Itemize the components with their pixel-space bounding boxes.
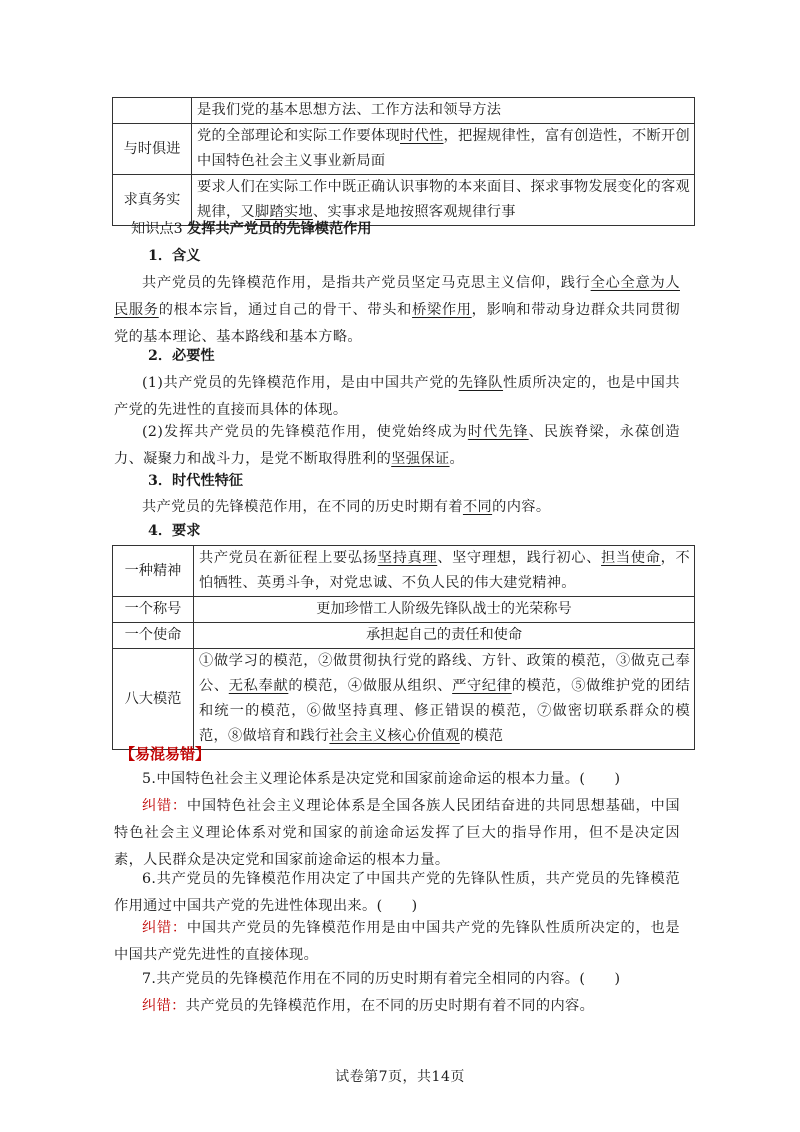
section-title: 知识点3 发挥共产党员的先锋模范作用 bbox=[131, 221, 372, 237]
table-cell: 要求人们在实际工作中既正确认识事物的本来面目、探求事物发展变化的客观规律，又脚踏实地、实事求是地按照客观规律行事 bbox=[192, 175, 695, 226]
correction-7: 纠错：共产党员的先锋模范作用，在不同的历史时期有着不同的内容。 bbox=[142, 998, 595, 1014]
correction-label: 纠错： bbox=[142, 998, 186, 1014]
question-6: 6.共产党员的先锋模范作用决定了中国共产党的先锋队性质，共产党员的先锋模范作用通过中国共产党的先进性体现出来。( ) bbox=[114, 871, 680, 914]
table-row bbox=[113, 124, 695, 175]
row-label: 求真务实 bbox=[113, 175, 192, 226]
correction-6: 纠错：中国共产党员的先锋模范作用是由中国共产党的先锋队性质所决定的，也是中国共产党先进性的直接体现。 bbox=[114, 920, 681, 963]
paragraph-necessity-2: (2)发挥共产党员的先锋模范作用，使党始终成为时代先锋、民族脊梁，永葆创造力、凝聚力和战斗力，是党不断取得胜利的坚强保证。 bbox=[114, 424, 680, 467]
paragraph-era-feature: 共产党员的先锋模范作用，在不同的历史时期有着不同的内容。 bbox=[142, 499, 551, 515]
paragraph-necessity-1: (1)共产党员的先锋模范作用，是由中国共产党的先锋队性质所决定的，也是中国共产党的先进性的直接而具体的体现。 bbox=[114, 375, 680, 418]
table-cell: ①做学习的模范，②做贯彻执行党的路线、方针、政策的模范，③做克己奉公、无私奉献的模范，④做服从组织、严守纪律的模范，⑤做维护党的团结和统一的模范，⑥做坚持真理、修正错误的模范，⑦做密切联系群众的模范，⑧做培育和践行社会主义核心价值观的模范 bbox=[194, 649, 695, 750]
table-row bbox=[113, 649, 695, 750]
heading-meaning: 1．含义 bbox=[148, 248, 201, 264]
table-cell: 更加珍惜工人阶级先锋队战士的光荣称号 bbox=[194, 597, 695, 623]
table-cell: 是我们党的基本思想方法、工作方法和领导方法 bbox=[192, 98, 695, 124]
table-row bbox=[113, 623, 695, 649]
row-label: 一个称号 bbox=[113, 597, 194, 623]
requirements-table bbox=[112, 545, 695, 750]
correction-label: 纠错： bbox=[142, 798, 187, 814]
correction-5: 纠错：中国特色社会主义理论体系是全国各族人民团结奋进的共同思想基础，中国特色社会主义理论体系对党和国家的前途命运发挥了巨大的指导作用，但不是决定因素，人民群众是决定党和国家前途命运的根本力量。 bbox=[114, 798, 681, 868]
table-row bbox=[113, 597, 695, 623]
heading-requirements: 4．要求 bbox=[148, 523, 201, 539]
summary-table bbox=[112, 97, 695, 226]
heading-era-feature: 3．时代性特征 bbox=[148, 473, 243, 489]
row-label: 一种精神 bbox=[113, 546, 194, 597]
table-row bbox=[113, 546, 695, 597]
row-label: 与时俱进 bbox=[113, 124, 192, 175]
table-cell: 承担起自己的责任和使命 bbox=[194, 623, 695, 649]
question-5: 5.中国特色社会主义理论体系是决定党和国家前途命运的根本力量。( ) bbox=[142, 771, 621, 787]
table-cell: 共产党员在新征程上要弘扬坚持真理、坚守理想，践行初心、担当使命，不怕牺牲、英勇斗争，对党忠诚、不负人民的伟大建党精神。 bbox=[194, 546, 695, 597]
correction-label: 纠错： bbox=[142, 920, 187, 936]
paragraph-meaning: 共产党员的先锋模范作用，是指共产党员坚定马克思主义信仰，践行全心全意为人民服务的根本宗旨，通过自己的骨干、带头和桥梁作用，影响和带动身边群众共同贯彻党的基本理论、基本路线和基本方略。 bbox=[114, 275, 680, 345]
table-row bbox=[113, 98, 695, 124]
confusion-tag: 【易混易错】 bbox=[120, 745, 211, 763]
row-label: 八大模范 bbox=[113, 649, 194, 750]
heading-necessity: 2．必要性 bbox=[148, 348, 215, 364]
question-7: 7.共产党员的先锋模范作用在不同的历史时期有着完全相同的内容。( ) bbox=[142, 971, 621, 987]
table-cell-empty bbox=[113, 98, 192, 124]
page-footer: 试卷第7页，共14页 bbox=[335, 1069, 465, 1085]
row-label: 一个使命 bbox=[113, 623, 194, 649]
table-cell: 党的全部理论和实际工作要体现时代性，把握规律性，富有创造性，不断开创中国特色社会主义事业新局面 bbox=[192, 124, 695, 175]
